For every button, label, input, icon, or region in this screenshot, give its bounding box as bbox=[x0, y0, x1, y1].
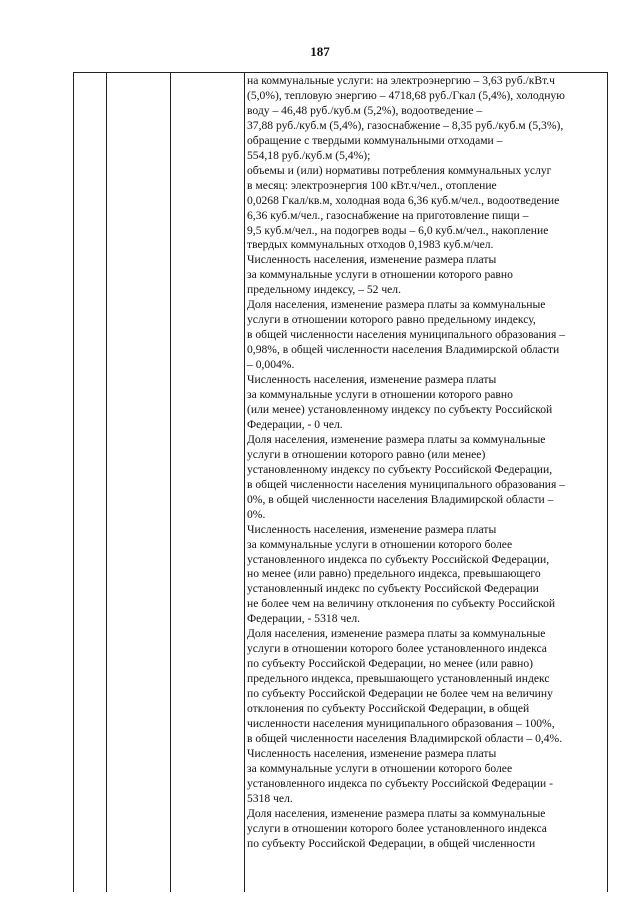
text-line: услуги в отношении которого более установленного индекса bbox=[247, 642, 547, 656]
text-line: Доля населения, изменение размера платы за коммунальные bbox=[247, 806, 546, 820]
text-line: Численность населения, изменение размера платы bbox=[247, 746, 497, 760]
text-line: в общей численности населения муниципального образования – bbox=[247, 477, 566, 491]
text-line: – 0,004%. bbox=[247, 358, 295, 372]
table-col-border bbox=[607, 72, 608, 892]
text-line: услуги в отношении которого равно предельному индексу, bbox=[247, 313, 536, 327]
text-line: Федерации, - 0 чел. bbox=[247, 417, 343, 431]
text-line: за коммунальные услуги в отношении которого более bbox=[247, 761, 513, 775]
text-line: за коммунальные услуги в отношении которого равно bbox=[247, 268, 513, 282]
text-line: обращение с твердыми коммунальными отходами – bbox=[247, 133, 503, 147]
text-line: отклонения по субъекту Российской Федерации, в общей bbox=[247, 702, 530, 716]
text-line: в общей численности населения Владимирской области – 0,4%. bbox=[247, 731, 563, 745]
text-line: по субъекту Российской Федерации, в общей численности bbox=[247, 836, 536, 850]
text-line: Численность населения, изменение размера платы bbox=[247, 373, 497, 387]
text-line: воду – 46,48 руб./куб.м (5,2%), водоотведение – bbox=[247, 103, 483, 117]
table-col-border bbox=[106, 72, 107, 892]
text-line: Доля населения, изменение размера платы за коммунальные bbox=[247, 627, 546, 641]
text-line: твердых коммунальных отходов 0,1983 куб.м/чел. bbox=[247, 238, 494, 252]
text-line: (или менее) установленному индексу по субъекту Российской bbox=[247, 402, 553, 416]
text-line: 0,0268 Гкал/кв.м, холодная вода 6,36 куб.м/чел., водоотведение bbox=[247, 193, 560, 207]
text-line: 37,88 руб./куб.м (5,4%), газоснабжение – 8,35 руб./куб.м (5,3%), bbox=[247, 118, 564, 132]
text-line: Федерации, - 5318 чел. bbox=[247, 612, 361, 626]
text-line: за коммунальные услуги в отношении которого более bbox=[247, 537, 513, 551]
table bbox=[73, 72, 608, 892]
text-line: установленного индекса по субъекту Российской Федерации - bbox=[247, 776, 553, 790]
text-line: (5,0%), тепловую энергию – 4718,68 руб./Гкал (5,4%), холодную bbox=[247, 88, 565, 102]
page-number: 187 bbox=[310, 44, 330, 59]
text-line: Численность населения, изменение размера платы bbox=[247, 253, 497, 267]
text-line: на коммунальные услуги: на электроэнергию – 3,63 руб./кВт.ч bbox=[247, 74, 555, 87]
text-line: установленный индекс по субъекту Российской Федерации bbox=[247, 582, 539, 596]
text-line: 0,98%, в общей численности населения Владимирской области bbox=[247, 343, 560, 357]
text-line: услуги в отношении которого более установленного индекса bbox=[247, 821, 547, 835]
table-text-cell bbox=[247, 74, 605, 852]
text-line: за коммунальные услуги в отношении которого равно bbox=[247, 388, 513, 402]
table-top-border bbox=[73, 72, 608, 73]
text-line: в месяц: электроэнергия 100 кВт.ч/чел., отопление bbox=[247, 178, 497, 192]
text-line: объемы и (или) нормативы потребления коммунальных услуг bbox=[247, 163, 552, 177]
text-line: Доля населения, изменение размера платы за коммунальные bbox=[247, 432, 546, 446]
text-line: 9,5 куб.м/чел., на подогрев воды – 6,0 куб.м/чел., накопление bbox=[247, 223, 549, 237]
text-line: по субъекту Российской Федерации, но менее (или равно) bbox=[247, 657, 533, 671]
text-line: установленного индекса по субъекту Российской Федерации, bbox=[247, 552, 550, 566]
text-line: услуги в отношении которого равно (или менее) bbox=[247, 447, 486, 461]
text-line: по субъекту Российской Федерации не более чем на величину bbox=[247, 687, 553, 701]
text-line: предельному индексу, – 52 чел. bbox=[247, 283, 401, 297]
text-line: не более чем на величину отклонения по субъекту Российской bbox=[247, 597, 556, 611]
text-line: 6,36 куб.м/чел., газоснабжение на приготовление пищи – bbox=[247, 208, 529, 222]
text-line: 0%, в общей численности населения Владимирской области – bbox=[247, 492, 554, 506]
text-line: Доля населения, изменение размера платы за коммунальные bbox=[247, 298, 546, 312]
table-col-border bbox=[170, 72, 171, 892]
text-line: Численность населения, изменение размера платы bbox=[247, 522, 497, 536]
text-line: 554,18 руб./куб.м (5,4%); bbox=[247, 148, 371, 162]
text-line: в общей численности населения муниципального образования – bbox=[247, 328, 566, 342]
table-col-border bbox=[73, 72, 74, 892]
text-line: 5318 чел. bbox=[247, 791, 293, 805]
table-col-border bbox=[244, 72, 245, 892]
text-line: установленному индексу по субъекту Российской Федерации, bbox=[247, 462, 553, 476]
text-line: но менее (или равно) предельного индекса, превышающего bbox=[247, 567, 541, 581]
text-line: численности населения муниципального образования – 100%, bbox=[247, 716, 555, 730]
text-line: 0%. bbox=[247, 507, 266, 521]
text-line: предельного индекса, превышающего установленный индекс bbox=[247, 672, 550, 686]
